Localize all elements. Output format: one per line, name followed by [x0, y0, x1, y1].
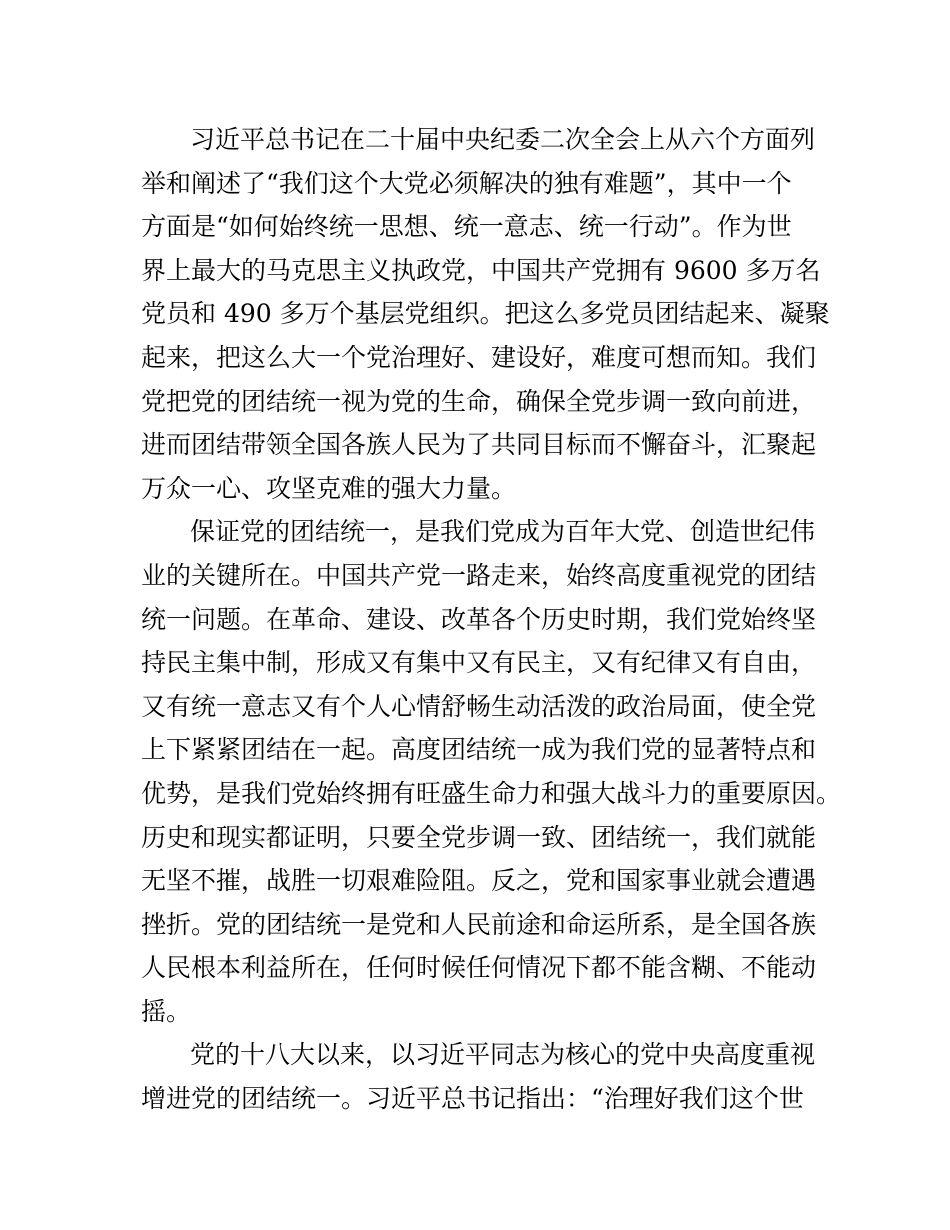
paragraph-1-line-4: 界上最大的马克思主义执政党，中国共产党拥有 9600 多万名: [141, 255, 821, 285]
paragraph-2-line-2: 业的关键所在。中国共产党一路走来，始终高度重视党的团结: [141, 560, 817, 590]
paragraph-1-line-7: 党把党的团结统一视为党的生命，确保全党步调一致向前进，: [141, 386, 817, 416]
body-text: [141, 118, 842, 1121]
paragraph-1-line-9: 万众一心、攻坚克难的强大力量。: [141, 473, 517, 503]
paragraph-2-line-6: 上下紧紧团结在一起。高度团结统一成为我们党的显著特点和: [141, 735, 817, 765]
paragraph-2-line-4: 持民主集中制，形成又有集中又有民主，又有纪律又有自由，: [141, 648, 817, 678]
paragraph-2-line-9: 无坚不摧，战胜一切艰难险阻。反之，党和国家事业就会遭遇: [141, 866, 817, 896]
paragraph-2-line-10: 挫折。党的团结统一是党和人民前途和命运所系，是全国各族: [141, 909, 817, 939]
paragraph-2-line-7: 优势，是我们党始终拥有旺盛生命力和强大战斗力的重要原因。: [141, 778, 842, 808]
paragraph-2-line-11: 人民根本利益所在，任何时候任何情况下都不能含糊、不能动: [141, 953, 817, 983]
paragraph-1-line-6: 起来，把这么大一个党治理好、建设好，难度可想而知。我们: [141, 342, 817, 372]
paragraph-1-line-1: 习近平总书记在二十届中央纪委二次全会上从六个方面列: [190, 125, 816, 154]
paragraph-1-line-2: 举和阐述了“我们这个大党必须解决的独有难题”，其中一个: [141, 168, 792, 198]
paragraph-2-line-1: 保证党的团结统一，是我们党成为百年大党、创造世纪伟: [190, 517, 816, 547]
paragraph-1-line-3: 方面是“如何始终统一思想、统一意志、统一行动”。作为世: [141, 212, 792, 242]
paragraph-3-line-2: 增进党的团结统一。习近平总书记指出：“治理好我们这个世: [141, 1084, 804, 1114]
paragraph-2-line-3: 统一问题。在革命、建设、改革各个历史时期，我们党始终坚: [141, 604, 817, 634]
paragraph-2-line-5: 又有统一意志又有个人心情舒畅生动活泼的政治局面，使全党: [141, 691, 817, 721]
paragraph-2-line-12: 摇。: [141, 996, 192, 1026]
paragraph-2-line-8: 历史和现实都证明，只要全党步调一致、团结统一，我们就能: [141, 822, 817, 852]
paragraph-1-line-8: 进而团结带领全国各族人民为了共同目标而不懈奋斗，汇聚起: [141, 430, 817, 460]
paragraph-1-line-5: 党员和 490 多万个基层党组织。把这么多党员团结起来、凝聚: [141, 299, 830, 329]
paragraph-3-line-1: 党的十八大以来，以习近平同志为核心的党中央高度重视: [190, 1040, 816, 1070]
